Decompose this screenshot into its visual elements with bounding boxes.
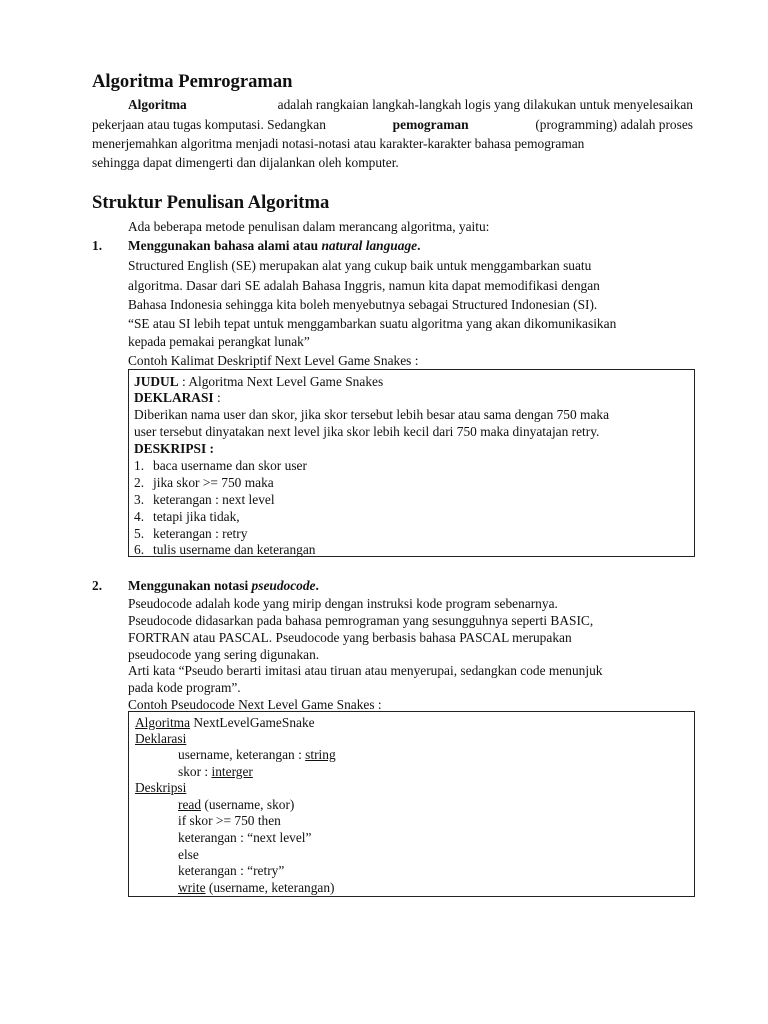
step-text: baca username dan skor user [153, 458, 307, 473]
paragraph-line: algoritma. Dasar dari SE adalah Bahasa Inggris, namun kita dapat memodifikasi dengan [128, 278, 600, 293]
step-text: keterangan : next level [153, 492, 275, 507]
write-args: (username, keterangan) [205, 880, 335, 895]
deklarasi-text-line: Diberikan nama user dan skor, jika skor tersebut lebih besar atau sama dengan 750 maka [134, 407, 610, 422]
paragraph-line: Pseudocode adalah kode yang mirip dengan instruksi kode program sebenarnya. [128, 596, 558, 611]
text-span: adalah rangkaian langkah-langkah logis yang dilakukan untuk menyelesaikan [277, 97, 693, 112]
judul-value: : Algoritma Next Level Game Snakes [178, 374, 384, 389]
judul-label: JUDUL [134, 374, 179, 389]
pseudocode-line: keterangan : “retry” [178, 863, 285, 878]
keyword-algoritma: Algoritma [135, 715, 191, 730]
step-text: tetapi jika tidak, [153, 509, 240, 524]
step-text: keterangan : retry [153, 526, 248, 541]
pseudocode-line [178, 879, 335, 896]
step-number: 4. [134, 509, 145, 524]
list-number: 2. [92, 578, 103, 593]
step-number: 5. [134, 526, 145, 541]
type-keyword: string [305, 747, 336, 762]
pseudocode-line: keterangan : “next level” [178, 830, 312, 845]
declaration-text: username, keterangan : [178, 747, 306, 762]
keyword-deklarasi: Deklarasi [135, 731, 187, 746]
step-number: 6. [134, 542, 145, 557]
keyword-deskripsi: Deskripsi [135, 780, 187, 795]
section-title-algoritma-pemrograman: Algoritma Pemrograman [92, 71, 293, 92]
paragraph-line: sehingga dapat dimengerti dan dijalankan oleh komputer. [92, 155, 399, 170]
algorithm-name: NextLevelGameSnake [190, 715, 315, 730]
heading-end: . [417, 238, 421, 253]
deklarasi-line [134, 389, 221, 406]
pseudocode-line [178, 763, 253, 780]
paragraph-line: FORTRAN atau PASCAL. Pseudocode yang berbasis bahasa PASCAL merupakan [128, 630, 572, 645]
bold-term: pemograman [392, 117, 469, 132]
step-number: 1. [134, 458, 145, 473]
paragraph-line: “SE atau SI lebih tepat untuk menggambarkan suatu algoritma yang akan dikomunikasikan [128, 316, 617, 331]
heading-italic: natural language [321, 238, 418, 253]
pseudocode-line [178, 746, 336, 763]
keyword-read: read [178, 797, 202, 812]
heading-italic: pseudocode [251, 578, 316, 593]
type-keyword: interger [211, 764, 253, 779]
paragraph-line: Structured English (SE) merupakan alat yang cukup baik untuk menggambarkan suatu [128, 258, 592, 273]
item-heading [128, 237, 420, 254]
item-heading [128, 577, 319, 594]
step-number: 3. [134, 492, 145, 507]
paragraph-line [92, 116, 693, 133]
heading-end: . [315, 578, 319, 593]
intro-line: Ada beberapa metode penulisan dalam merancang algoritma, yaitu: [128, 219, 490, 234]
pseudocode-line [135, 730, 186, 747]
declaration-text: skor : [178, 764, 212, 779]
deskripsi-label-text: DESKRIPSI : [134, 441, 214, 456]
deklarasi-text-line: user tersebut dinyatakan next level jika skor lebih kecil dari 750 maka dinyatajan retry. [134, 424, 600, 439]
list-number: 1. [92, 238, 103, 253]
keyword-write: write [178, 880, 206, 895]
paragraph-line: Arti kata “Pseudo berarti imitasi atau tiruan atau menyerupai, sedangkan code menunjuk [128, 663, 603, 678]
pseudocode-line [135, 779, 186, 796]
pseudocode-line [178, 796, 294, 813]
deklarasi-colon: : [213, 390, 221, 405]
section-title-struktur-penulisan: Struktur Penulisan Algoritma [92, 192, 330, 213]
step-text: jika skor >= 750 maka [153, 475, 274, 490]
bold-term: Algoritma [128, 97, 187, 112]
judul-line [134, 373, 383, 390]
deklarasi-label: DEKLARASI [134, 390, 214, 405]
read-args: (username, skor) [201, 797, 295, 812]
heading-text: Menggunakan bahasa alami atau [128, 238, 322, 253]
paragraph-line: menerjemahkan algoritma menjadi notasi-notasi atau karakter-karakter bahasa pemograman [92, 136, 585, 151]
paragraph-line: kepada pemakai perangkat lunak” [128, 334, 310, 349]
pseudocode-line: else [178, 847, 199, 862]
heading-text: Menggunakan notasi [128, 578, 252, 593]
paragraph-line [128, 96, 693, 113]
step-text: tulis username dan keterangan [153, 542, 316, 557]
pseudocode-line [135, 714, 315, 731]
paragraph-line: Bahasa Indonesia sehingga kita boleh menyebutnya sebagai Structured Indonesian (SI). [128, 297, 598, 312]
paragraph-line: Pseudocode didasarkan pada bahasa pemrograman yang sesungguhnya seperti BASIC, [128, 613, 594, 628]
text-span: pekerjaan atau tugas komputasi. Sedangkan [92, 117, 326, 132]
paragraph-line: pada kode program”. [128, 680, 241, 695]
pseudocode-line: if skor >= 750 then [178, 813, 281, 828]
text-span: (programming) adalah proses [535, 117, 693, 132]
caption-line: Contoh Pseudocode Next Level Game Snakes : [128, 697, 382, 712]
caption-line: Contoh Kalimat Deskriptif Next Level Game Snakes : [128, 353, 419, 368]
deskripsi-label [134, 440, 214, 457]
paragraph-line: pseudocode yang sering digunakan. [128, 647, 320, 662]
step-number: 2. [134, 475, 145, 490]
